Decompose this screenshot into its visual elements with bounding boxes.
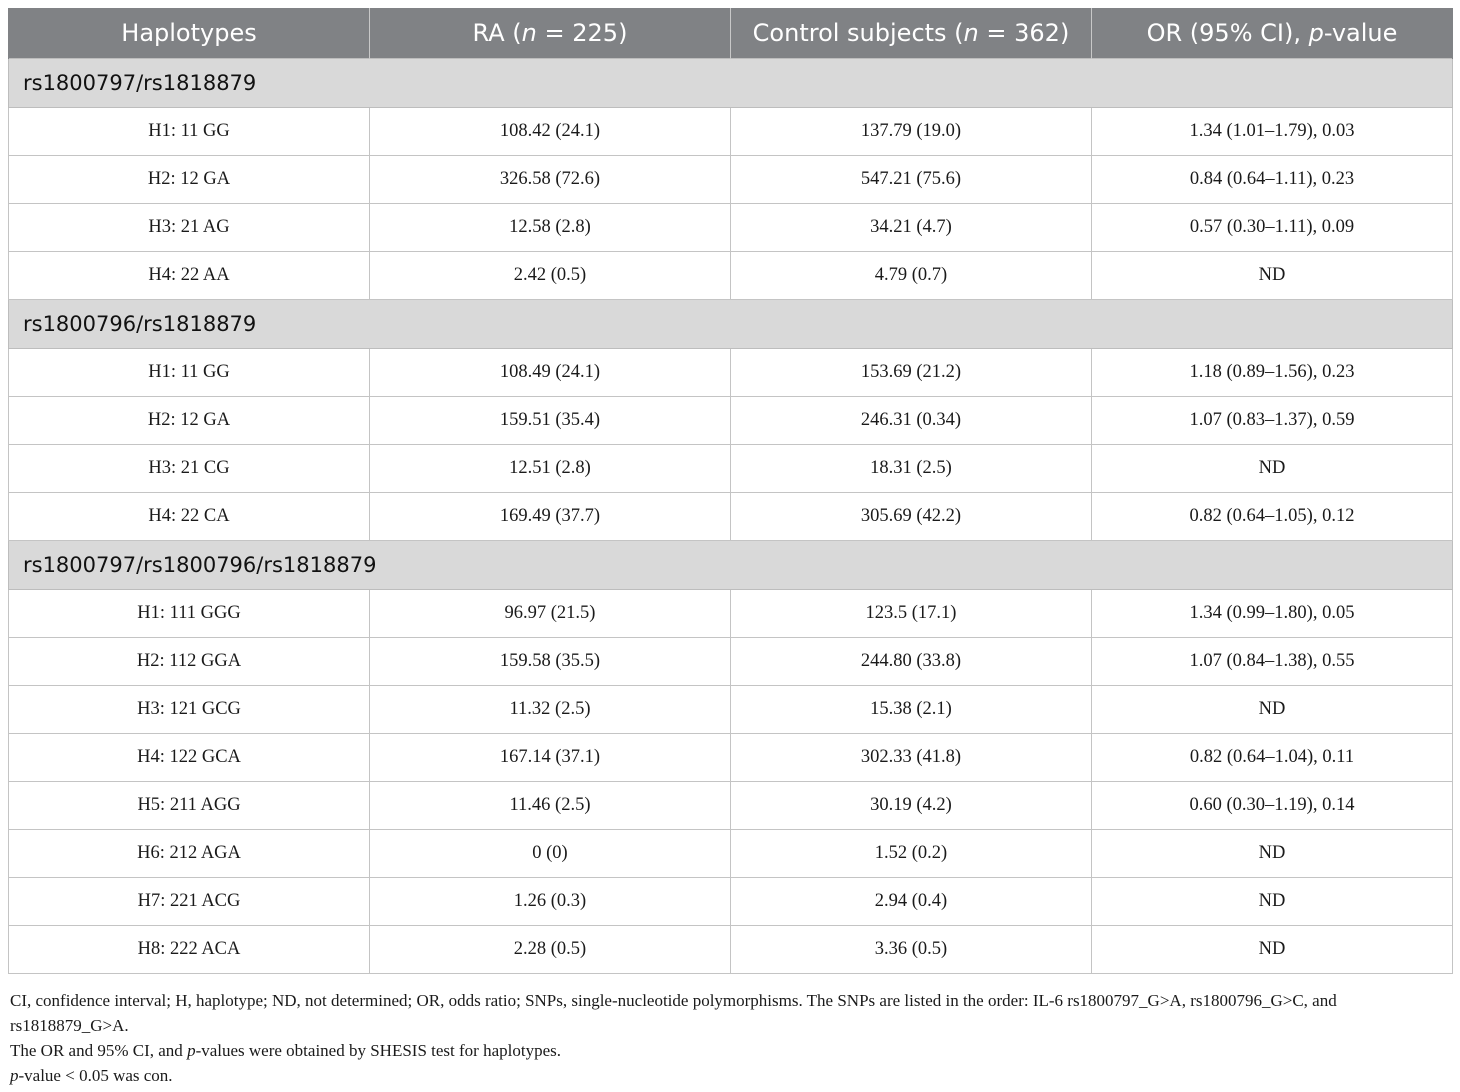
cell-ra: 0 (0) [370, 830, 731, 878]
header-ra-prefix: RA ( [472, 19, 522, 47]
cell-haplotype: H4: 22 CA [9, 493, 370, 541]
table-row [9, 252, 1453, 300]
cell-ra: 167.14 (37.1) [370, 734, 731, 782]
cell-haplotype: H5: 211 AGG [9, 782, 370, 830]
table-row [9, 445, 1453, 493]
cell-or: 1.34 (0.99–1.80), 0.05 [1092, 590, 1453, 638]
cell-haplotype: H1: 11 GG [9, 108, 370, 156]
footnote-method-p: p [187, 1041, 196, 1060]
cell-control: 3.36 (0.5) [731, 926, 1092, 974]
cell-control: 1.52 (0.2) [731, 830, 1092, 878]
cell-ra: 108.49 (24.1) [370, 349, 731, 397]
header-ra-suffix: = 225) [536, 19, 628, 47]
cell-haplotype: H4: 22 AA [9, 252, 370, 300]
group-row [9, 541, 1453, 590]
table-row [9, 686, 1453, 734]
cell-or: 0.60 (0.30–1.19), 0.14 [1092, 782, 1453, 830]
group-title: rs1800797/rs1800796/rs1818879 [9, 541, 1453, 590]
cell-or: 0.84 (0.64–1.11), 0.23 [1092, 156, 1453, 204]
header-ra [370, 8, 731, 59]
cell-control: 305.69 (42.2) [731, 493, 1092, 541]
cell-control: 137.79 (19.0) [731, 108, 1092, 156]
table-footnotes [10, 988, 1454, 1088]
table-row [9, 204, 1453, 252]
cell-ra: 159.51 (35.4) [370, 397, 731, 445]
cell-ra: 169.49 (37.7) [370, 493, 731, 541]
cell-control: 30.19 (4.2) [731, 782, 1092, 830]
group-title: rs1800796/rs1818879 [9, 300, 1453, 349]
haplotype-table [8, 8, 1453, 974]
table-row [9, 830, 1453, 878]
cell-haplotype: H2: 112 GGA [9, 638, 370, 686]
cell-haplotype: H3: 21 CG [9, 445, 370, 493]
table-row [9, 734, 1453, 782]
cell-haplotype: H7: 221 ACG [9, 878, 370, 926]
header-or [1092, 8, 1453, 59]
cell-ra: 12.51 (2.8) [370, 445, 731, 493]
header-or-prefix: OR (95% CI), [1146, 19, 1309, 47]
cell-control: 4.79 (0.7) [731, 252, 1092, 300]
cell-or: 1.07 (0.84–1.38), 0.55 [1092, 638, 1453, 686]
cell-or: 0.82 (0.64–1.05), 0.12 [1092, 493, 1453, 541]
cell-ra: 11.46 (2.5) [370, 782, 731, 830]
cell-ra: 2.28 (0.5) [370, 926, 731, 974]
cell-control: 18.31 (2.5) [731, 445, 1092, 493]
footnote-method [10, 1038, 1454, 1063]
cell-ra: 159.58 (35.5) [370, 638, 731, 686]
header-or-p: p [1308, 19, 1324, 47]
cell-control: 244.80 (33.8) [731, 638, 1092, 686]
cell-or: ND [1092, 252, 1453, 300]
footnote-method-suffix: -values were obtained by SHESIS test for haplotypes. [195, 1041, 561, 1060]
cell-haplotype: H3: 21 AG [9, 204, 370, 252]
table-row [9, 108, 1453, 156]
cell-ra: 1.26 (0.3) [370, 878, 731, 926]
cell-or: 0.57 (0.30–1.11), 0.09 [1092, 204, 1453, 252]
cell-or: ND [1092, 830, 1453, 878]
cell-or: 1.07 (0.83–1.37), 0.59 [1092, 397, 1453, 445]
table-row [9, 349, 1453, 397]
cell-control: 15.38 (2.1) [731, 686, 1092, 734]
cell-haplotype: H4: 122 GCA [9, 734, 370, 782]
cell-or: ND [1092, 445, 1453, 493]
cell-haplotype: H3: 121 GCG [9, 686, 370, 734]
group-row [9, 300, 1453, 349]
cell-ra: 326.58 (72.6) [370, 156, 731, 204]
cell-ra: 12.58 (2.8) [370, 204, 731, 252]
cell-or: 1.18 (0.89–1.56), 0.23 [1092, 349, 1453, 397]
table-row [9, 926, 1453, 974]
table-row [9, 493, 1453, 541]
cell-haplotype: H6: 212 AGA [9, 830, 370, 878]
table-row [9, 590, 1453, 638]
header-control-n: n [963, 19, 979, 47]
cell-or: ND [1092, 926, 1453, 974]
cell-ra: 108.42 (24.1) [370, 108, 731, 156]
cell-haplotype: H8: 222 ACA [9, 926, 370, 974]
cell-control: 302.33 (41.8) [731, 734, 1092, 782]
header-ra-n: n [521, 19, 537, 47]
footnote-significance-suffix: -value < 0.05 was con. [18, 1066, 173, 1085]
cell-control: 123.5 (17.1) [731, 590, 1092, 638]
cell-haplotype: H1: 111 GGG [9, 590, 370, 638]
cell-haplotype: H1: 11 GG [9, 349, 370, 397]
group-title: rs1800797/rs1818879 [9, 59, 1453, 108]
table-header [9, 8, 1453, 59]
cell-ra: 11.32 (2.5) [370, 686, 731, 734]
cell-control: 246.31 (0.34) [731, 397, 1092, 445]
haplotype-table-container [8, 8, 1452, 974]
header-row [9, 8, 1453, 59]
footnote-significance-p: p [10, 1066, 19, 1085]
header-or-suffix: -value [1323, 19, 1398, 47]
table-body [9, 59, 1453, 974]
header-haplotypes [9, 8, 370, 59]
cell-control: 547.21 (75.6) [731, 156, 1092, 204]
footnote-method-prefix: The OR and 95% CI, and [10, 1041, 188, 1060]
header-haplotypes-label: Haplotypes [121, 19, 257, 47]
cell-haplotype: H2: 12 GA [9, 156, 370, 204]
table-row [9, 156, 1453, 204]
cell-or: ND [1092, 686, 1453, 734]
table-row [9, 782, 1453, 830]
footnote-significance [10, 1063, 1454, 1088]
header-control-prefix: Control subjects ( [752, 19, 964, 47]
cell-ra: 2.42 (0.5) [370, 252, 731, 300]
table-row [9, 638, 1453, 686]
cell-ra: 96.97 (21.5) [370, 590, 731, 638]
cell-or: 0.82 (0.64–1.04), 0.11 [1092, 734, 1453, 782]
cell-haplotype: H2: 12 GA [9, 397, 370, 445]
table-row [9, 878, 1453, 926]
footnote-abbreviations: CI, confidence interval; H, haplotype; ND, not determined; OR, odds ratio; SNPs, single-nucleotide polymorphisms. The SNPs are listed in the order: IL-6 rs1800797_G>A, rs1800796_G>C, and rs1818879_G>A. [10, 991, 1337, 1035]
group-row [9, 59, 1453, 108]
cell-or: ND [1092, 878, 1453, 926]
header-control-suffix: = 362) [978, 19, 1070, 47]
table-row [9, 397, 1453, 445]
cell-control: 34.21 (4.7) [731, 204, 1092, 252]
cell-control: 153.69 (21.2) [731, 349, 1092, 397]
cell-control: 2.94 (0.4) [731, 878, 1092, 926]
cell-or: 1.34 (1.01–1.79), 0.03 [1092, 108, 1453, 156]
header-control [731, 8, 1092, 59]
